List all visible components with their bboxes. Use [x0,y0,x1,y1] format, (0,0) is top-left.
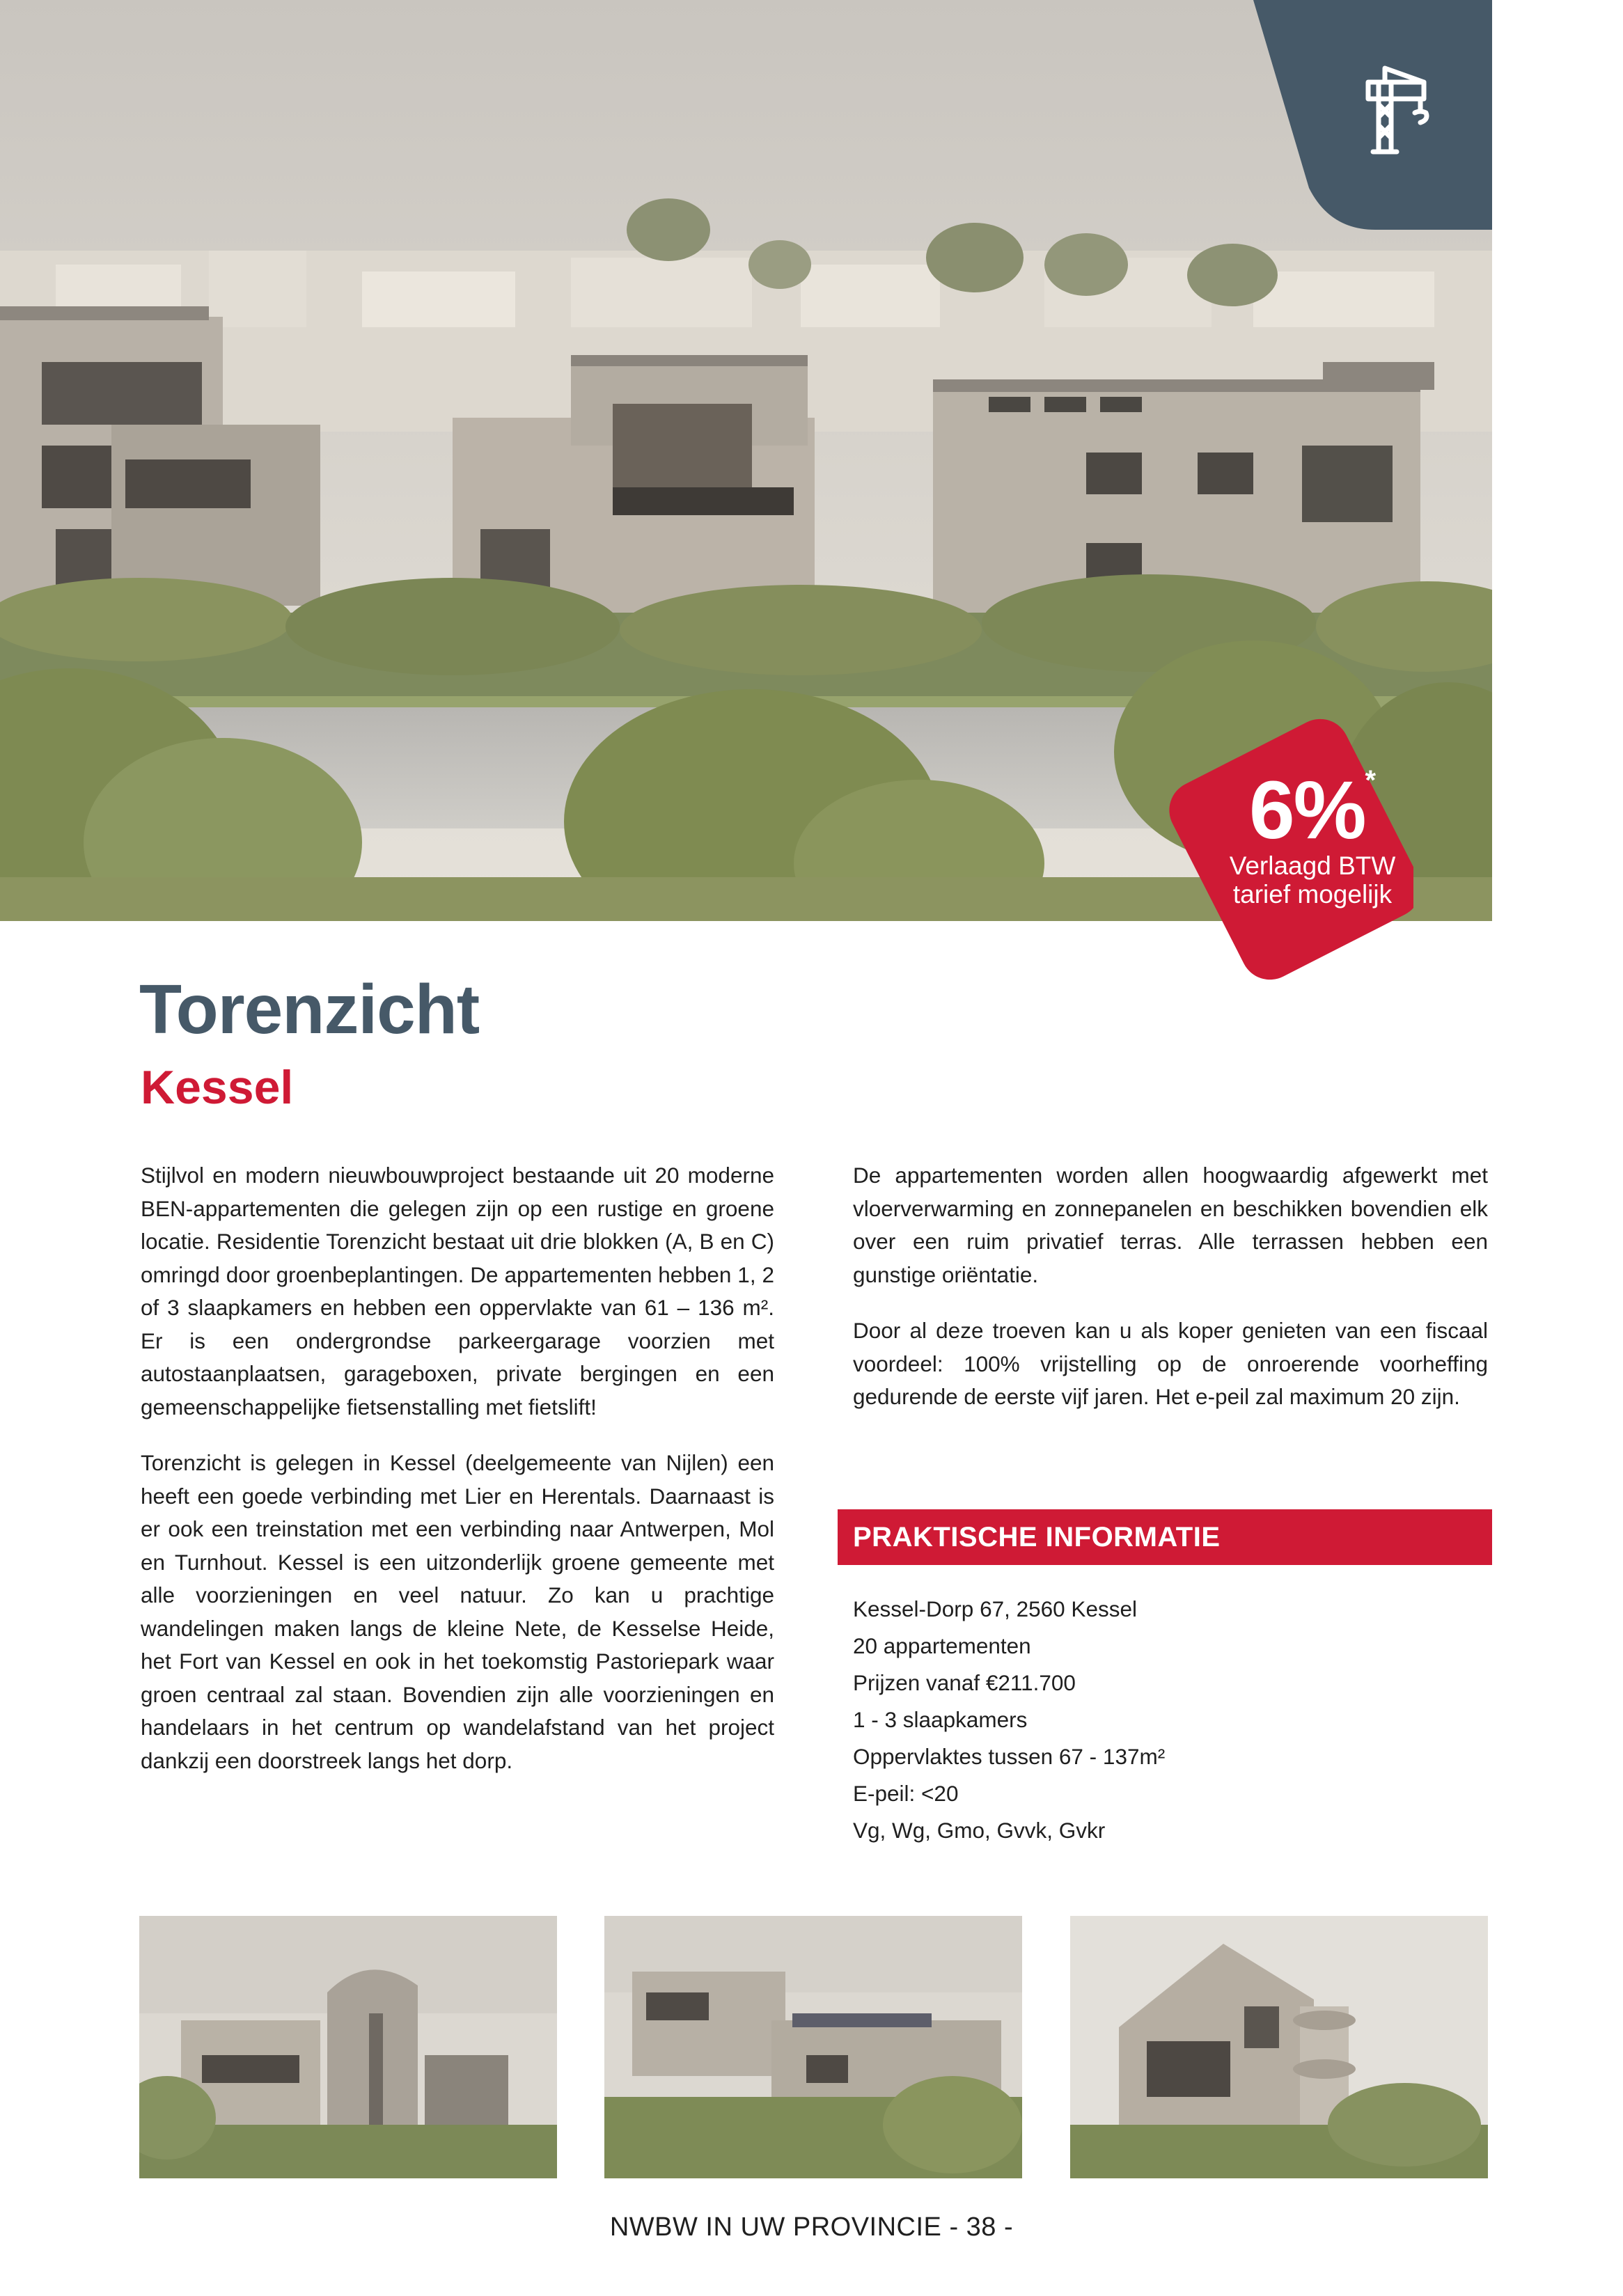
corner-tab [1253,0,1492,230]
info-surface: Oppervlaktes tussen 67 - 137m² [853,1744,1166,1769]
description-paragraph: Door al deze troeven kan u als koper genieten van een fiscaal voordeel: 100% vrijstelling op de onroerende voorheffing gedurende de eerste vijf jaren. Het e-peil zal maximum 20 zijn. [853,1318,1488,1409]
description-paragraph: Stijlvol en modern nieuwbouwproject bestaande uit 20 moderne BEN-appartementen die gelegen zijn op een rustige en groene locatie. Residentie Torenzicht bestaat uit drie blokken (A, B en C) omringd door groenbeplantingen. De appartementen hebben 1, 2 of 3 slaapkamers en hebben een oppervlakte van 61 – 136 m². Er is een ondergrondse parkeergarage voorzien met autostaanplaatsen, garageboxen, private bergingen en een gemeenschappelijke fietsenstalling met fietslift! [141,1163,774,1420]
vat-percent: 6% [1248,764,1365,856]
info-bedrooms: 1 - 3 slaapkamers [853,1707,1028,1732]
page-footer: NWBW IN UW PROVINCIE - 38 - [609,2212,1014,2242]
gallery-image-1 [139,1916,557,2178]
description-paragraph: De appartementen worden allen hoogwaardig afgewerkt met vloerverwarming en zonnepanelen en beschikken bovendien elk over een ruim privatief terras. Alle terrassen hebben een gunstige oriëntatie. [853,1163,1488,1287]
vat-line-2: tarief mogelijk [1232,880,1393,909]
practical-info-list [853,1591,1165,1849]
description-paragraph: Torenzicht is gelegen in Kessel (deelgemeente van Nijlen) een heeft een goede verbinding met Lier en Herentals. Daarnaast is er ook een treinstation met een verbinding naar Antwerpen, Mol en Turnhout. Kessel is een uitzonderlijk groene gemeente met alle voorzieningen en veel natuur. Zo kan u prachtige wandelingen maken langs de kleine Nete, de Kesselse Heide, het Fort van Kessel en ook in het toekomstig Pastoriepark waar groen centraal zal staan. Bovendien zijn alle voorzieningen en handelaars in het centrum op wandelafstand van het project dankzij een doorstreek langs het dorp. [141,1450,774,1773]
info-unit-count: 20 appartementen [853,1633,1031,1658]
info-epeil: E-peil: <20 [853,1781,959,1806]
description-left-column [141,1159,774,1800]
vat-line-1: Verlaagd BTW [1229,851,1396,880]
info-address: Kessel-Dorp 67, 2560 Kessel [853,1596,1137,1621]
gallery-image-2 [604,1916,1022,2178]
vat-asterisk: * [1365,765,1377,796]
project-title: Torenzicht [139,970,480,1048]
info-price: Prijzen vanaf €211.700 [853,1670,1076,1695]
project-location: Kessel [141,1061,294,1114]
gallery-image-3 [1070,1916,1488,2178]
info-permits: Vg, Wg, Gmo, Gvvk, Gvkr [853,1818,1106,1843]
practical-info-heading: PRAKTISCHE INFORMATIE [838,1509,1492,1565]
vat-badge [1156,700,1413,999]
description-right-column [853,1159,1488,1437]
